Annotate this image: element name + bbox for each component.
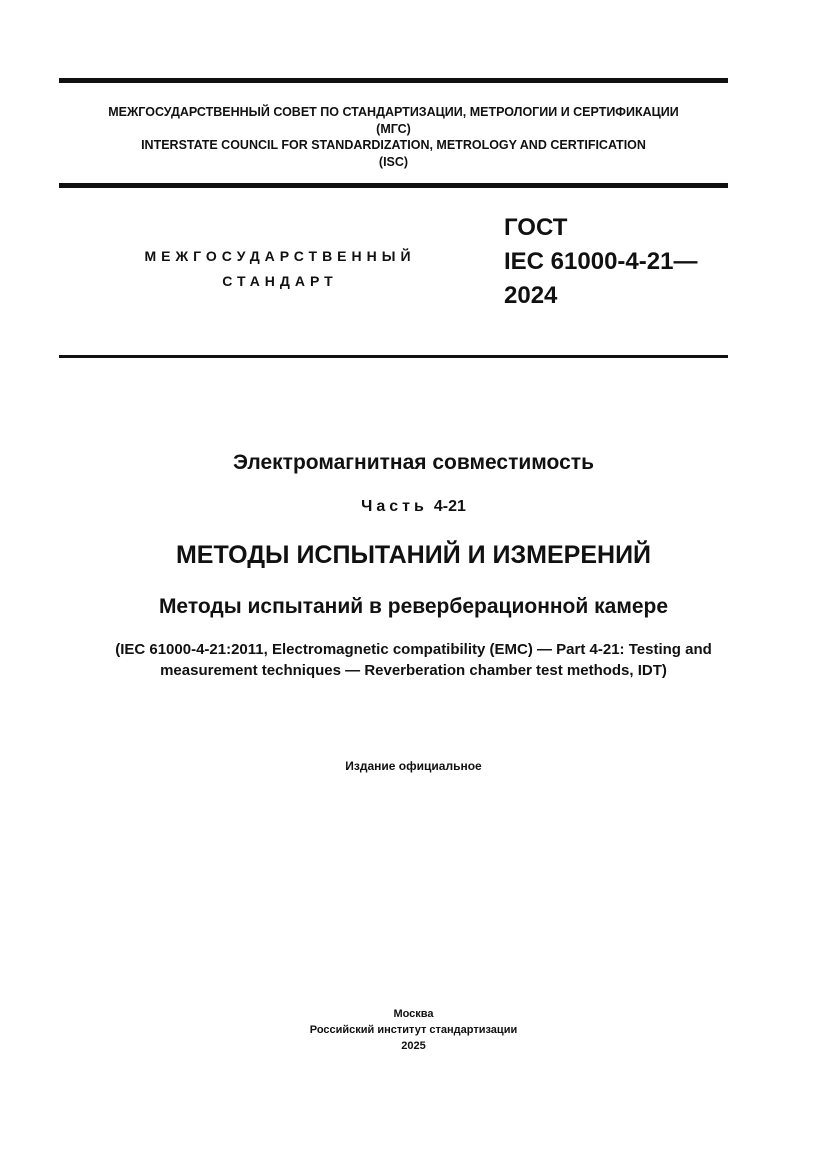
standard-type-line2: СТАНДАРТ	[222, 273, 338, 289]
imprint-publisher: Российский институт стандартизации	[309, 1024, 518, 1036]
imprint-year: 2025	[401, 1040, 426, 1052]
designation-gost: ГОСТ	[504, 214, 568, 241]
council-abbr-en: (ISC)	[378, 154, 409, 169]
standard-designation	[504, 211, 697, 313]
designation-year: 2024	[504, 282, 558, 309]
part-line	[40, 496, 787, 518]
council-header	[59, 104, 728, 170]
standard-type	[100, 244, 460, 294]
part-word: Часть	[361, 498, 428, 515]
iec-reference	[40, 639, 787, 681]
standard-type-line1: МЕЖГОСУДАРСТВЕННЫЙ	[144, 248, 416, 264]
council-abbr-ru: (МГС)	[376, 121, 411, 136]
designation-number: IEC 61000-4-21—	[504, 248, 698, 275]
document-title: Электромагнитная совместимость	[233, 451, 594, 474]
top-rule	[59, 78, 728, 83]
document-subtitle: Методы испытаний в реверберационной камере	[158, 595, 669, 618]
imprint-city: Москва	[393, 1008, 434, 1020]
edition-label: Издание официальное	[345, 759, 482, 773]
bottom-rule	[59, 355, 728, 358]
methods-heading: МЕТОДЫ ИСПЫТАНИЙ И ИЗМЕРЕНИЙ	[175, 541, 652, 569]
part-number: 4-21	[433, 498, 466, 515]
council-name-ru: МЕЖГОСУДАРСТВЕННЫЙ СОВЕТ ПО СТАНДАРТИЗАЦИИ, МЕТРОЛОГИИ И СЕРТИФИКАЦИИ	[108, 105, 679, 119]
council-name-en: INTERSTATE COUNCIL FOR STANDARDIZATION, METROLOGY AND CERTIFICATION	[141, 138, 646, 152]
middle-rule	[59, 183, 728, 188]
imprint	[40, 1006, 787, 1054]
iec-reference-line1: (IEC 61000-4-21:2011, Electromagnetic compatibility (EMC) — Part 4-21: Testing and	[115, 641, 712, 658]
iec-reference-line2: measurement techniques — Reverberation chamber test methods, IDT)	[160, 662, 667, 679]
